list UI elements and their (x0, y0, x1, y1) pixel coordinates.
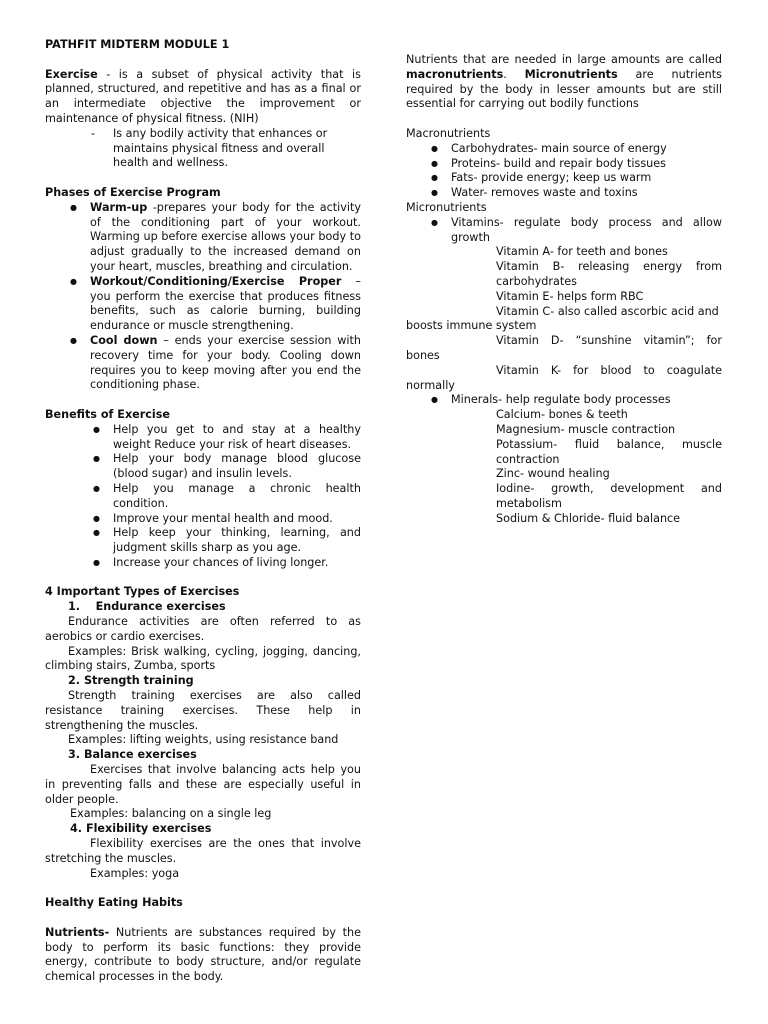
type-name: Balance exercises (83, 748, 197, 762)
type-examples: Examples: yoga (90, 866, 180, 880)
macronutrients-term: macronutrients (406, 67, 504, 81)
minerals-item: ● Minerals- help regulate body processes (451, 393, 722, 408)
vitamin-c-cont: boosts immune system (406, 319, 537, 333)
vitamin-item: Vitamin B- releasing energy from carbohydrates (496, 260, 722, 288)
vitamin-d-cont: bones (406, 348, 440, 362)
type-heading-strength (68, 674, 361, 689)
vitamin-d-line: Vitamin D- “sunshine vitamin”; for (496, 334, 722, 348)
macro-item: ● Water- removes waste and toxins (451, 186, 722, 201)
macronutrients-list (451, 142, 722, 201)
document-title: PATHFIT MIDTERM MODULE 1 (45, 38, 230, 51)
minerals-list (451, 393, 722, 408)
type-name: Endurance exercises (95, 600, 226, 614)
phase-item (90, 275, 361, 334)
benefit-item: ● Help you manage a chronic health condition. (113, 482, 361, 512)
vitamin-c-line: Vitamin C- also called ascorbic acid and (496, 304, 719, 318)
benefits-heading: Benefits of Exercise (45, 407, 170, 421)
type-name: Strength training (83, 674, 194, 688)
vitamin-item: Vitamin E- helps form RBC (496, 289, 644, 303)
nutrients-term: Nutrients- (45, 925, 110, 939)
vitamin-k-line: Vitamin K- for blood to coagulate (496, 363, 722, 377)
type-number: 2. (68, 674, 81, 688)
mineral-item: Potassium- fluid balance, muscle contraction (496, 437, 722, 466)
benefit-item: ● Help you get to and stay at a healthy weight Reduce your risk of heart diseases. (113, 423, 361, 453)
vitamins-item: ● Vitamins- regulate body process and allow growth (451, 216, 722, 246)
micronutrients-label: Micronutrients (406, 200, 487, 214)
nutrients-definition (45, 926, 361, 985)
type-desc: Endurance activities are often referred to as aerobics or cardio exercises. (45, 615, 361, 643)
phase-term: Cool down (90, 333, 158, 347)
mineral-item: Calcium- bones & teeth (496, 408, 628, 422)
intro-text: are nutrients required by the body in lesser amounts but are still essential for carrying out bodily functions (406, 67, 722, 111)
benefit-item: ● Help keep your thinking, learning, and judgment skills sharp as you age. (113, 526, 361, 556)
mineral-item: Zinc- wound healing (496, 467, 610, 481)
type-examples: Examples: balancing on a single leg (70, 807, 272, 821)
benefits-list (113, 423, 361, 571)
type-number: 3. (68, 748, 81, 762)
benefit-item: ● Help your body manage blood glucose (blood sugar) and insulin levels. (113, 452, 361, 482)
phase-item (90, 201, 361, 275)
mineral-item: Iodine- growth, development and metabolism (496, 482, 722, 510)
phases-list (90, 201, 361, 393)
macro-item: ● Fats- provide energy; keep us warm (451, 171, 722, 186)
type-desc: Strength training exercises are also called resistance training exercises. These help in strengthening the muscles. (45, 689, 361, 732)
phase-text: – ends your exercise session with recovery time for your body. Cooling down requires you to keep moving after you end the conditioning phase. (90, 333, 362, 392)
left-column (45, 38, 361, 985)
macro-item: ● Carbohydrates- main source of energy (451, 142, 722, 157)
mineral-item: Magnesium- muscle contraction (496, 422, 676, 436)
exercise-def-text: - is a subset of physical activity that is planned, structured, and repetitive and has as a final or an intermediate objective the improvement or maintenance of physical fitness. (NIH) (45, 67, 361, 125)
phases-heading: Phases of Exercise Program (45, 185, 221, 199)
type-desc: Flexibility exercises are the ones that involve stretching the muscles. (45, 837, 361, 865)
intro-text: Nutrients that are needed in large amounts are called (406, 53, 722, 66)
type-number: 1. (68, 600, 81, 614)
right-column (406, 53, 722, 527)
nutrients-intro (406, 53, 722, 112)
phase-item (90, 334, 361, 393)
micronutrients-term: Micronutrients (524, 67, 618, 81)
phase-text: -prepares your body for the activity of the conditioning part of your workout. Warming up before exercise allows your body to adjust gradually to the increased demand on your heart, muscles, breathing and circulation. (90, 200, 361, 273)
exercise-subpoint: - Is any bodily activity that enhances or maintains physical fitness and overall health and wellness. (113, 127, 361, 171)
phase-term: Warm-up (90, 200, 148, 214)
vitamins-sublist (496, 245, 722, 304)
benefit-item: ● Improve your mental health and mood. (113, 512, 361, 527)
type-name: Flexibility exercises (85, 822, 212, 836)
type-heading-flexibility (70, 822, 361, 837)
vitamin-k-cont: normally (406, 378, 455, 392)
phase-term: Workout/Conditioning/Exercise Proper (90, 274, 342, 288)
type-heading-endurance (68, 600, 361, 615)
mineral-item: Sodium & Chloride- fluid balance (496, 511, 681, 525)
nutrients-def-text: Nutrients are substances required by the body to perform its basic functions: they provide energy, contribute to body structure, and/or regulate chemical processes in the body. (45, 925, 361, 984)
minerals-sublist (496, 408, 722, 526)
type-desc: Exercises that involve balancing acts help you in preventing falls and these are especially useful in older people. (45, 763, 361, 806)
benefit-item: ● Increase your chances of living longer. (113, 556, 361, 571)
healthy-eating-heading: Healthy Eating Habits (45, 896, 183, 910)
type-examples: Examples: Brisk walking, cycling, jogging, dancing, climbing stairs, Zumba, sports (45, 644, 361, 673)
intro-text: . (503, 67, 525, 81)
micronutrients-list (451, 216, 722, 246)
types-heading: 4 Important Types of Exercises (45, 585, 240, 599)
type-number: 4. (70, 822, 83, 836)
exercise-definition (45, 68, 361, 127)
macro-item: ● Proteins- build and repair body tissues (451, 157, 722, 172)
vitamin-item: Vitamin A- for teeth and bones (496, 245, 668, 259)
phase-text: – you perform the exercise that produces fitness benefits, such as calorie burning, building endurance or muscle strengthening. (90, 274, 362, 333)
exercise-term: Exercise (45, 67, 98, 81)
type-examples: Examples: lifting weights, using resistance band (68, 733, 339, 747)
type-heading-balance (68, 748, 361, 763)
macronutrients-label: Macronutrients (406, 126, 491, 140)
